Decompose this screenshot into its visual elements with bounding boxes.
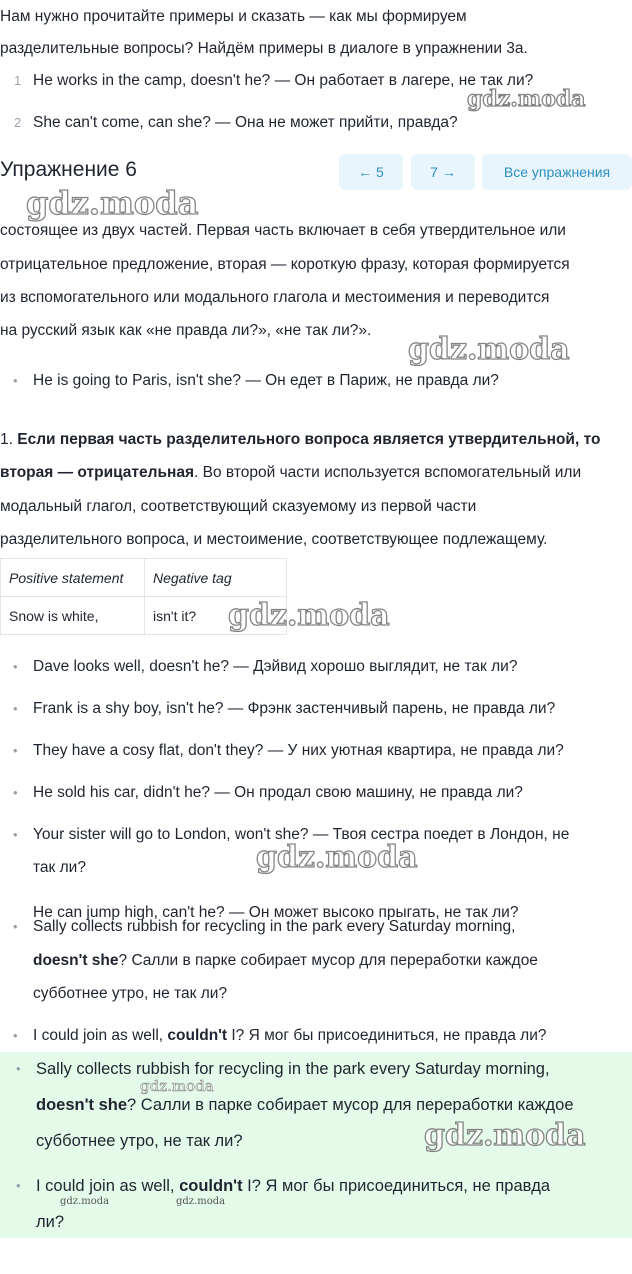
bullet: •: [13, 827, 18, 842]
next-exercise-button[interactable]: 7 →: [411, 154, 475, 190]
bullet: •: [13, 919, 18, 934]
green-line-5: ли?: [36, 1213, 65, 1231]
watermark: gdz.moda: [467, 86, 586, 112]
green-rest: ? Салли в парке собирает мусор для переработки каждое: [127, 1096, 574, 1114]
table-header: Negative tag: [145, 559, 287, 597]
could-bold: couldn't: [167, 1027, 228, 1044]
intro-line-1: Нам нужно прочитайте примеры и сказать — как мы формируем: [0, 8, 467, 25]
green-could-bold: couldn't: [179, 1177, 243, 1195]
watermark: gdz.moda: [256, 840, 418, 875]
green-line-2: [36, 1088, 632, 1122]
list-item-text: Dave looks well, doesn't he? — Дэйвид хорошо выглядит, не так ли?: [33, 658, 518, 675]
bullet: •: [13, 743, 18, 758]
example-text: He works in the camp, doesn't he? — Он работает в лагере, не так ли?: [33, 72, 534, 89]
bullet: •: [13, 785, 18, 800]
rule-line-1: [0, 423, 632, 457]
watermark: gdz.moda: [60, 1196, 110, 1207]
table-cell: Snow is white,: [1, 597, 145, 635]
rule-bold-1: Если первая часть разделительного вопроса является утвердительной, то: [17, 431, 601, 448]
list-item-text: Your sister will go to London, won't she? — Твоя сестра поедет в Лондон, не: [33, 826, 570, 843]
list-item-text: [36, 1169, 628, 1203]
para-line-3: из вспомогательного или модального глагола и местоимения и переводится: [0, 289, 550, 306]
green-could-pre: I could join as well,: [36, 1177, 180, 1195]
para-line-4: на русский язык как «не правда ли?», «не так ли?».: [0, 322, 372, 339]
bullet: •: [13, 373, 18, 388]
example-number: 2: [14, 115, 22, 130]
list-item-text: Sally collects rubbish for recycling in the park every Saturday morning,: [36, 1060, 550, 1078]
watermark: gdz.moda: [176, 1196, 226, 1207]
rule-line-2: [0, 456, 632, 490]
example-text: She can't come, can she? — Она не может прийти, правда?: [33, 114, 458, 131]
watermark: gdz.moda: [26, 184, 199, 222]
could-post: I? Я мог бы присоединиться, не правда ли?: [227, 1027, 547, 1044]
clipped-line-text: He can jump high, can't he? — Он может высоко прыгать, не так ли?: [33, 904, 519, 920]
sally-line-2: [33, 944, 628, 978]
bullet: •: [13, 1028, 18, 1043]
green-could-post: I? Я мог бы присоединиться, не правда: [242, 1177, 551, 1195]
rule-rest-2: . Во второй части используется вспомогательный или: [194, 464, 582, 481]
example-number: 1: [14, 73, 22, 88]
list-item-text: Sally collects rubbish for recycling in the park every Saturday morning,: [33, 918, 516, 935]
prev-exercise-button[interactable]: ← 5: [339, 154, 403, 190]
intro-line-2: разделительные вопросы? Найдём примеры в диалоге в упражнении 3a.: [0, 40, 528, 57]
green-line-3: субботнее утро, не так ли?: [36, 1132, 243, 1150]
all-exercises-button[interactable]: Все упражнения: [482, 154, 632, 190]
bullet: •: [13, 701, 18, 716]
list-item-text: Frank is a shy boy, isn't he? — Фрэнк застенчивый парень, не правда ли?: [33, 700, 556, 717]
sally-bold: doesn't she: [33, 952, 119, 969]
list-item-text: They have a cosy flat, don't they? — У них уютная квартира, не правда ли?: [33, 742, 564, 759]
sally-rest: ? Салли в парке собирает мусор для переработки каждое: [118, 952, 538, 969]
bullet: •: [16, 1061, 21, 1076]
list-item-text-cont: так ли?: [33, 859, 86, 876]
sally-line-3: субботнее утро, не так ли?: [33, 985, 228, 1002]
list-item-text: [33, 1019, 628, 1053]
list-item-text: He sold his car, didn't he? — Он продал свою машину, не правда ли?: [33, 784, 523, 801]
rule-number: 1.: [0, 431, 13, 448]
green-bold: doesn't she: [36, 1096, 128, 1114]
bullet: •: [13, 659, 18, 674]
watermark: gdz.moda: [140, 1077, 214, 1095]
table-cell: isn't it?: [145, 597, 287, 635]
bullet: •: [16, 1178, 21, 1193]
para-line-1: состоящее из двух частей. Первая часть включает в себя утвердительное или: [0, 222, 566, 239]
rule-bold-2: вторая — отрицательная: [0, 464, 195, 481]
para-line-2: отрицательное предложение, вторая — короткую фразу, которая формируется: [0, 256, 570, 273]
table-header: Positive statement: [1, 559, 145, 597]
watermark: gdz.moda: [228, 598, 390, 633]
exercise-title: Упражнение 6: [0, 158, 137, 181]
list-item-text: He is going to Paris, isn't she? — Он едет в Париж, не правда ли?: [33, 372, 499, 389]
rule-line-4: разделительного вопроса, и местоимение, соответствующее подлежащему.: [0, 531, 548, 548]
watermark: gdz.moda: [408, 332, 570, 367]
watermark: gdz.moda: [424, 1118, 586, 1153]
could-pre: I could join as well,: [33, 1027, 168, 1044]
rule-line-3: модальный глагол, соответствующий сказуемому из первой части: [0, 498, 477, 515]
